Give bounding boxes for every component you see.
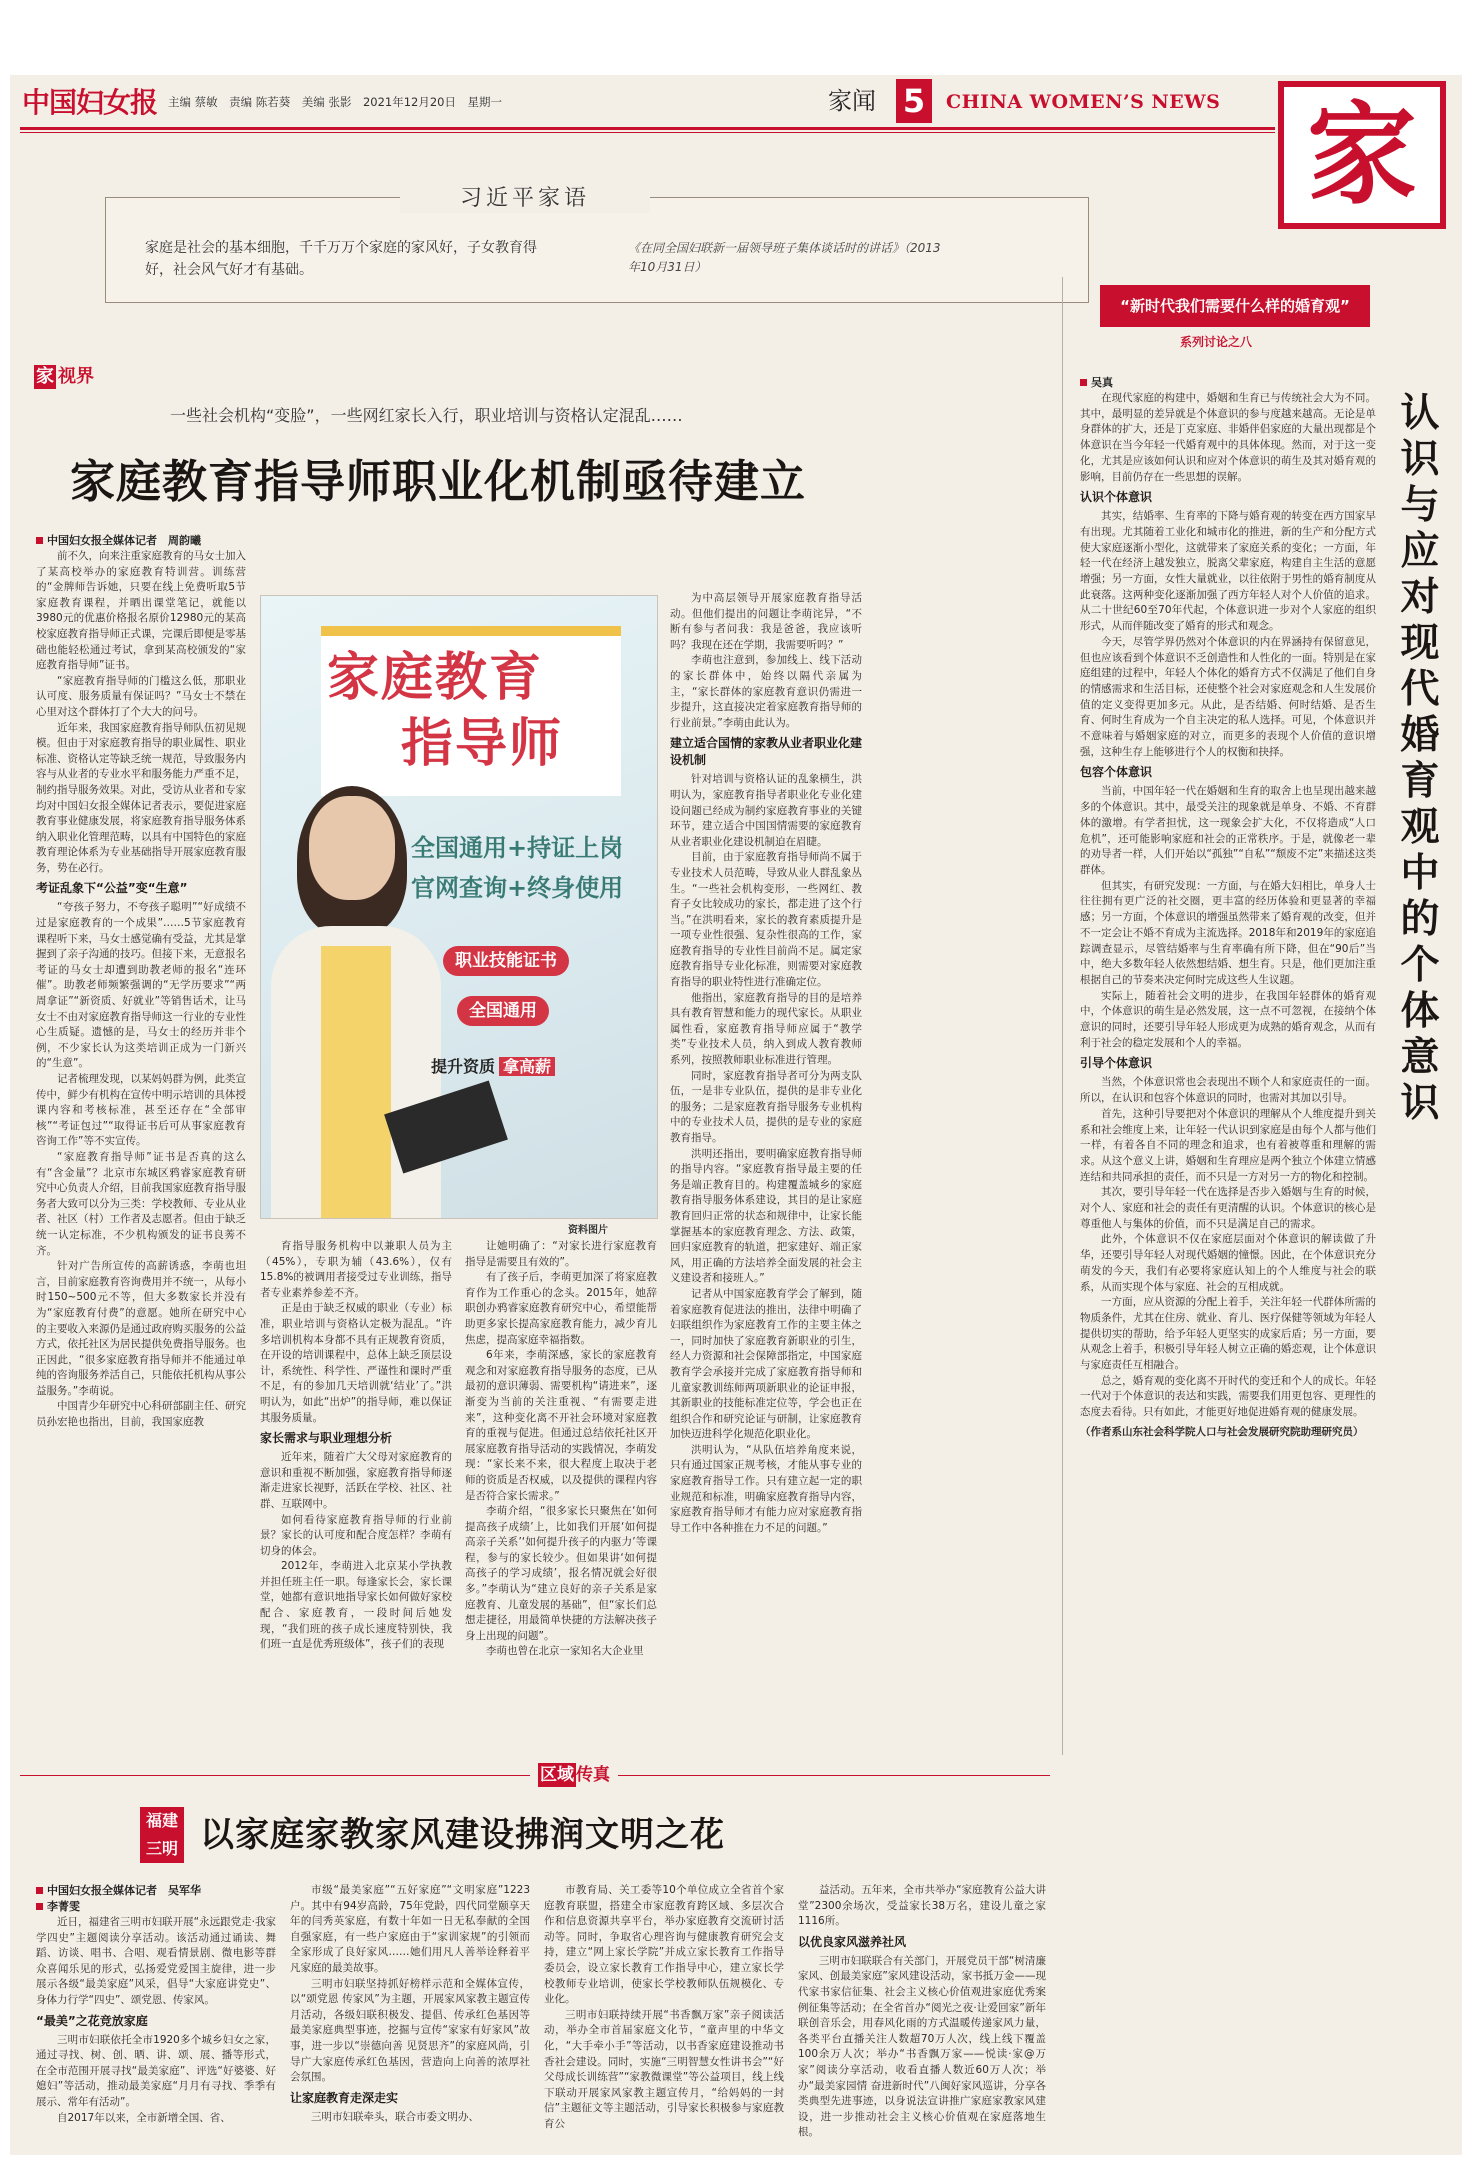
bottom-tag-char: 区域 xyxy=(540,1765,574,1785)
paragraph: 洪明还指出，要明确家庭教育指导师的指导内容。“家庭教育指导最主要的任务是端正教育目的。构建覆盖城乡的家庭教育指导服务体系建设，其目的是让家庭教育回归正常的状态和规律中，让家长能掌握基本的家庭教育理念、方法、政策，回归家庭教育的轨道，把家建好、端正家风，用正确的方法培养全面发展的社会主义建设者和接班人。” xyxy=(670,1147,862,1285)
photo-line-1: 全国通用+持证上岗 xyxy=(411,834,624,862)
bottom-column-4 xyxy=(798,1883,1046,2149)
section-emblem-char: 家 xyxy=(1307,90,1417,219)
main-kicker: 一些社会机构“变脸”，一些网红家长入行，职业培训与资格认定混乱…… xyxy=(170,406,683,425)
paragraph: 洪明认为，“从队伍培养角度来说，只有通过国家正规考核，才能从事专业的家庭教育指导工作。只有建立起一定的职业规范和标准，明确家庭教育指导内容，家庭教育指导师才有能力应对家庭教育指导工作中各种推在力不足的问题。” xyxy=(670,1443,862,1534)
photo-title-2: 指导师 xyxy=(401,713,564,774)
paragraph: 但其实，有研究发现：一方面，与在婚大妇相比，单身人士往往拥有更广泛的社交圈，更丰富的经历体验和更显著的幸福感；另一方面，个体意识的增强虽然带来了婚育观的改变，但并不一定会让不婚不育成为主流选择。2018年和2019年的家庭追踪调查显示，尽管结婚率与生育率确有所下降，但在“90后”当中，绝大多数年轻人依然想结婚、想生育。只是，他们更加注重根据自己的节奏来决定何时完成这些人生议题。 xyxy=(1080,879,1376,986)
section-emblem xyxy=(1278,81,1446,229)
paragraph: 三明市妇联联合有关部门，开展党员干部“树清廉家风、创最美家庭”家风建设活动，家书抵万金——现代家书家信征集、社会主义核心价值观进家庭优秀案例征集等活动；在全省首办“阅光之夜·让爱回家”新年联创音乐会，用春风化雨的方式温暖传递家风力量，各类平台直播关注人数超70万人次，线上线下覆盖100余万人次；举办“书香飘万家——悦读·家@万家”阅读分享活动，收看直播人数近60万人次；举办“最美家园情 奋进新时代”八闽好家风巡讲，分享各类典型先进事迹，以身说法宣讲推广家庭家教家风建设，进一步推动社会主义核心价值观在家庭落地生根。 xyxy=(798,1954,1046,2139)
subheading: 建立适合国情的家教从业者职业化建设机制 xyxy=(670,736,862,768)
paragraph: 正是由于缺乏权威的职业（专业）标准，职业培训与资格认定极为混乱。“许多培训机构本身都不具有正规教育资质，在开设的培训课程中，总体上缺乏顶层设计，系统性、科学性、严谨性和课时严重不足，有的参加几天培训就‘结业’了。”洪明认为，如此“出炉”的指导师，难以保证其服务质量。 xyxy=(260,1302,452,1424)
main-byline: 中国妇女报全媒体记者 周韵曦 xyxy=(36,533,246,549)
paragraph: 当前，中国年轻一代在婚姻和生育的取舍上也呈现出越来越多的个体意识。其中，最受关注的现象就是单身、不婚、不育群体的激增。有学者担忧，这一现象会扩大化，不仅将造成“人口危机”，还可能影响家庭和社会的正常秩序。于是，就像老一辈的劝导者一样，人们开始以“孤独”“自私”“颓废不定”来描述这类群体。 xyxy=(1080,785,1376,876)
paragraph: 中国青少年研究中心科研部副主任、研究员孙宏艳也指出，目前，我国家庭教 xyxy=(36,1400,246,1429)
paragraph: 总之，婚育观的变化离不开时代的变迁和个人的成长。年轻一代对于个体意识的表达和实践，需要我们用更包容、更理性的态度去看待。只有如此，才能更好地促进婚育观的健康发展。 xyxy=(1080,1374,1376,1419)
paragraph: 同时，家庭教育指导者可分为两支队伍，一是非专业队伍，提供的是非专业化的服务；二是家庭教育指导服务专业机构中的专业技术人员，提供的是专业的家庭教育指导。 xyxy=(670,1069,862,1144)
paragraph: 李萌也注意到，参加线上、线下活动的家长群体中，始终以隔代亲属为主，“家长群体的家庭教育意识仍需进一步提升，这直接决定着家庭教育指导师的行业前景。”李萌由此认为。 xyxy=(670,654,862,729)
bottom-column-3 xyxy=(544,1883,784,2149)
main-column-1 xyxy=(36,533,246,1733)
section-name: 家闻 xyxy=(828,87,876,115)
bottom-column-2 xyxy=(290,1883,530,2149)
column-tag-char: 家 xyxy=(36,366,54,387)
subheading: 引导个体意识 xyxy=(1080,1056,1153,1071)
subheading: 让家庭教育走深走实 xyxy=(290,2090,399,2105)
english-masthead: CHINA WOMEN’S NEWS xyxy=(946,91,1221,113)
main-column-3 xyxy=(465,1239,657,1739)
paragraph: 近年来，随着广大父母对家庭教育的意识和重视不断加强，家庭教育指导师逐渐走进家长视野，活跃在学校、社区、社群、互联网中。 xyxy=(260,1451,452,1510)
photo-credit: 资料图片 xyxy=(568,1225,608,1236)
paragraph: 他指出，家庭教育指导的目的是培养具有教育智慧和能力的现代家长。从职业属性看，家庭教育指导师应属于“教学类”专业技术人员，纳入到成人教育教师系列，按照教师职业标准进行管理。 xyxy=(670,991,862,1067)
bottom-column-tag xyxy=(530,1763,618,1787)
photo-pill-2: 全国通用 xyxy=(457,996,549,1026)
paragraph: 三明市妇联持续开展“书香飘万家”亲子阅读活动，举办全市首届家庭文化节，“童声里的中华文化，“大手牵小手”等活动，以书香家庭建设推动书香社会建设。同时，实施“三明智慧女性讲书会”“好父母成长训练营”“家教微课堂”等公益项目，线上线下联动开展家风家教主题宣传月，“给妈妈的一封信”主题征文等主题活动，引导家长积极参与家庭教育公 xyxy=(544,2008,784,2130)
series-byline: 吴真 xyxy=(1080,375,1376,391)
photo-title-1: 家庭教育 xyxy=(327,647,544,708)
photo-footer: 提升资质 拿高薪 xyxy=(431,1054,555,1077)
bottom-headline: 以家庭家教家风建设拂润文明之花 xyxy=(200,1815,725,1855)
paragraph: 市级“最美家庭”“五好家庭”“文明家庭”1223户。其中有94岁高龄，75年党龄，四代同堂颐享天年的闫秀英家庭，有数十年如一日无私奉献的全国自强家庭，有一些户家庭由于“家训家规”的引领而全家形成了良好家风……她们用凡人善举诠释着平凡家庭的最美故事。 xyxy=(290,1884,530,1974)
main-column-4 xyxy=(670,591,862,1741)
paragraph: “家庭教育指导师的门槛这么低，那职业认可度、服务质量有保证吗？”马女士不禁在心里对这个群体打了个大大的问号。 xyxy=(36,674,246,718)
paragraph: 针对广告所宣传的高薪诱惑，李萌也坦言，目前家庭教育咨询费用并不统一，从每小时150~500元不等，但大多数家长并没有为“家庭教育付费”的意愿。她所在研究中心的主要收入来源仍是通过政府购买服务的公益方式，依托社区为居民提供免费指导服务。也正因此，“很多家庭教育指导师并不能通过单纯的咨询服务养活自己，只能依托机构从事公益服务。”李萌说。 xyxy=(36,1260,246,1397)
paragraph: 李萌介绍，“很多家长只聚焦在‘如何提高孩子成绩’上，比如我们开展‘如何提高亲子关系’‘如何提升孩子的内驱力’等课程，参与的家长较少。但如果讲‘如何提高孩子的学习成绩’，报名情况就会好很多。”李萌认为“建立良好的亲子关系是家庭教育、儿童发展的基础”，但“家长们总想走捷径，用最简单快捷的方法解决孩子身上出现的问题”。 xyxy=(465,1505,657,1642)
series-subtitle: 系列讨论之八 xyxy=(1180,335,1253,349)
header-rule xyxy=(20,127,1275,130)
quote-text: 家庭是社会的基本细胞，千千万万个家庭的家风好，子女教育得好，社会风气好才有基础。 xyxy=(145,240,537,278)
paragraph: 在现代家庭的构建中，婚姻和生育已与传统社会大为不同。其中，最明显的差异就是个体意识的参与度越来越高。无论是单身群体的扩大，还是丁克家庭、非婚伴侣家庭的大量出现都是个体意识在当今年轻一代婚育观中的具体体现。然而，对于这一变化，尤其是应该如何认识和应对个体意识的萌生及其对婚育观的影响，目前仍存在一些思想的误解。 xyxy=(1080,392,1376,483)
paragraph: 自2017年以来，全市新增全国、省、 xyxy=(57,2111,231,2124)
paragraph: 记者从中国家庭教育学会了解到，随着家庭教育促进法的推出，法律中明确了妇联组织作为家庭教育工作的主要主体之一，同时加快了家庭教育新职业的引生，经人力资源和社会保障部指定，中国家庭教育学会承接并完成了家庭教育指导师和儿童家教训练师两项新职业的论证申报，其新职业的技能标准定位等，学会也正在组织合作和研究论证与研制，让家庭教育加快迈进科学化规范化职业化。 xyxy=(670,1287,862,1441)
paragraph: 有了孩子后，李萌更加深了将家庭教育作为工作重心的念头。2015年，她辞职创办鸦睿家庭教育研究中心，希望能帮助更多家长提高家庭教育能力，减少育儿焦虑，提高家庭幸福指数。 xyxy=(465,1271,657,1346)
header-rule-thin xyxy=(20,132,1275,133)
subheading: 家长需求与职业理想分析 xyxy=(260,1431,393,1446)
photo-line-2: 官网查询+终身使用 xyxy=(411,874,624,902)
subheading: 以优良家风滋养社风 xyxy=(798,1934,907,1949)
paragraph: 前不久，向来注重家庭教育的马女士加入了某高校举办的家庭教育特训营。训练营的“金牌师告诉她，只要在线上免费听取5节家庭教育课程，并晒出课堂笔记，就能以3980元的优惠价格报名原价12980元的某高校家庭教育指导师正式课，完课后即便是零基础也能轻松通过考试，拿到某高校颁发的“家庭教育指导师”证书。 xyxy=(36,550,246,672)
photo-pill-1: 职业技能证书 xyxy=(443,946,569,976)
paragraph: 其实，结婚率、生育率的下降与婚育观的转变在西方国家早有出现。尤其随着工业化和城市化的推进，新的生产和分配方式使大家庭逐渐小型化，这就带来了家庭关系的变化；一方面，年轻一代在经济上越发独立，脱离父辈家庭，构建自主生活的意愿增强；另一方面，女性大量就业，以往依附于男性的婚育制度从此衰落。这两种变化逐渐加强了西方年轻人对个人价值的追求。从二十世纪60至70年代起，个体意识进一步对个人家庭的组织形式，从而伴随改变了婚育的形式和观念。 xyxy=(1080,510,1376,633)
series-body xyxy=(1080,375,1376,2145)
paragraph: 近日，福建省三明市妇联开展“永远跟党走·我家学四史”主题阅读分享活动。该活动通过诵读、舞蹈、访谈、唱书、合唱、观看情景剧、微电影等群众喜闻乐见的形式，弘扬爱党爱国主旋律，进一步展示各级“最美家庭”风采，倡导“大家庭讲党史”、身体力行学“四史”、颂党恩、传家风。 xyxy=(36,1916,276,2006)
paragraph: 当然，个体意识常也会表现出不顾个人和家庭责任的一面。所以，在认识和包容个体意识的同时，也需对其加以引导。 xyxy=(1080,1076,1376,1105)
subheading: 认识个体意识 xyxy=(1080,490,1153,505)
paragraph: 三明市妇联依托全市1920多个城乡妇女之家，通过寻找、树、创、晒、讲、颂、展、播等形式，在全市范围开展寻找“最美家庭”、评选“好婆婆、好媳妇”等活动，推动最美家庭“月月有寻找、季季有展示、常年有活动”。 xyxy=(36,2033,276,2108)
paragraph: 益活动。五年来，全市共举办“家庭教育公益大讲堂”2300余场次，受益家长38万名，建设儿童之家1116所。 xyxy=(798,1884,1046,1928)
paragraph: 市教育局、关工委等10个单位成立全省首个家庭教育联盟，搭建全市家庭教育跨区域、多层次合作和信息资源共享平台，举办家庭教育交流研讨活动等。同时，争取省心理咨询与健康教育研究会支持，建立“网上家长学院”并成立家长教育工作指导委员会，设立家长教育工作指导中心，建立家长学校教师专业培训，使家长学校教师队伍规模化、专业化。 xyxy=(544,1884,784,2006)
paragraph: 目前，由于家庭教育指导师尚不属于专业技术人员范畴，导致从业人群乱象丛生。“一些社会机构变形，一些网红、教育子女比较成功的家长，都走进了这个行当。”在洪明看来，家长的教育素质提升是一项专业性很强、复杂性很高的工作，家庭教育指导的专业性目前尚不足。属定家庭教育指导专业化标准，则需要对家庭教育指导的职业特性进行准确定位。 xyxy=(670,851,862,989)
paragraph: 此外，个体意识不仅在家庭层面对个体意识的解读做了升华，还要引导年轻人对现代婚姻的憧憬。因此，在个体意识充分萌发的今天，我们有必要将家庭认知上的个人维度与社会的联系，从而实现个体与家庭、社会的互相成就。 xyxy=(1080,1233,1376,1293)
place-badge: 福建 三明 xyxy=(140,1807,184,1863)
author-affiliation: （作者系山东社会科学院人口与社会发展研究院助理研究员） xyxy=(1080,1425,1364,1438)
main-headline: 家庭教育指导师职业化机制亟待建立 xyxy=(70,455,807,508)
paragraph: 让她明确了：“对家长进行家庭教育指导是需要且有效的”。 xyxy=(465,1240,657,1268)
quote-source: 《在同全国妇联新一届领导班子集体谈话时的讲话》（2013年10月31日） xyxy=(628,241,941,274)
bottom-tag-text: 传真 xyxy=(576,1765,610,1785)
main-column-2 xyxy=(260,1239,452,1739)
paragraph: “家庭教育指导师”证书是否真的这么有“含金量”？北京市东城区鸦睿家庭教育研究中心负责人介绍，目前我国家庭教育指导服务者大致可以分为三类：学校教师、专业从业者、社区（村）工作者及志愿者。但由于缺乏统一认定标准，不少机构颁发的证书良莠不齐。 xyxy=(36,1150,246,1257)
paragraph: 一方面，应从资源的分配上着手，关注年轻一代群体所需的物质条件，尤其在住房、就业、育儿、医疗保健等领域为年轻人提供切实的帮助，给予年轻人更坚实的成家后盾；另一方面，要从观念上着手，积极引导年轻人树立正确的婚恋观，让个体意识与家庭责任互相融合。 xyxy=(1080,1296,1376,1372)
subheading: 考证乱象下“公益”变“生意” xyxy=(36,881,188,896)
paragraph: 三明市妇联坚持抓好榜样示范和全媒体宣传，以“颂党恩 传家风”为主题，开展家风家教主题宣传月活动，各级妇联积极发、提倡、传承红色基因等最美家庭典型事迹，挖掘与宣传“家家有好家风”故事，进一步以“崇德向善 见贤思齐”的家庭风尚，引导广大家庭传承红色基因，营造向上向善的浓厚社会氛围。 xyxy=(290,1977,530,2084)
paragraph: 近年来，我国家庭教育指导师队伍初见规模。但由于对家庭教育指导的职业属性、职业标准、资格认定等缺乏统一规范，导致服务内容与从业者的专业水平和服务能力严重不足，制约指导服务效果。对此，受访从业者和专家均对中国妇女报全媒体记者表示，要促进家庭教育事业健康发展，将家庭教育指导服务体系纳入职业化管理范畴，以具有中国特色的家庭教育理论体系为专业基础指导开展家庭教育服务，势在必行。 xyxy=(36,721,246,874)
subheading: 包容个体意识 xyxy=(1080,765,1153,780)
series-banner: “新时代我们需要什么样的婚育观” xyxy=(1100,285,1370,327)
paragraph: 为中高层领导开展家庭教育指导活动。但他们提出的问题让李萌诧异，“不断有参与者问我：我是爸爸，我应该听吗？我现在还在学期，我需要听吗？” xyxy=(670,592,862,651)
paragraph: 三明市妇联牵头，联合市委文明办、 xyxy=(311,2110,479,2123)
paragraph: “夸孩子努力，不夸孩子聪明”“好成绩不过是家庭教育的一个成果”……5节家庭教育课程听下来，马女士感觉确有受益，尤其是掌握到了亲子沟通的技巧。但接下来，无意报名考证的马女士却遭到助教老师的报名“连环催”。助教老师频繁强调的“无学历要求”“两周拿证”“新资质、好就业”等销售话术，让马女士不由对家庭教育指导师这一行业的专业性心生质疑。遗憾的是，马女士的经历并非个例，不少家长认为这类培训正成为一门新兴的“生意”。 xyxy=(36,901,246,1070)
column-tag xyxy=(34,365,94,389)
feature-photo xyxy=(260,595,658,1219)
quote-title: 习近平家语 xyxy=(400,185,650,213)
page-number: 5 xyxy=(896,79,932,123)
bottom-byline-2: 李菁雯 xyxy=(36,1899,276,1915)
paragraph: 李萌也曾在北京一家知名大企业里 xyxy=(486,1645,644,1658)
column-tag-text: 视界 xyxy=(58,366,94,387)
photo-person xyxy=(271,796,441,1219)
paragraph: 育指导服务机构中以兼职人员为主（45%），专职为辅（43.6%），仅有15.8%的被调用者接受过专业训练，指导者专业素养参差不齐。 xyxy=(260,1240,452,1299)
column-divider xyxy=(1062,277,1063,1755)
paragraph: 6年来，李萌深感，家长的家庭教育观念和对家庭教育指导服务的态度，已从最初的意识薄弱、需要机构“请进来”，逐渐变为当前的关注重视、“有需要走进来”，这种变化离不开社会环境对家庭教育的重视与促进。但通过总结依托社区开展家庭教育指导活动的实践情况，李萌发现：“家长来不来，很大程度上取决于老师的资质是否权威，以及提供的课程内容是否符合家长需求。” xyxy=(465,1349,657,1502)
bottom-byline: 中国妇女报全媒体记者 吴军华 xyxy=(36,1883,276,1899)
subheading: “最美”之花竞放家庭 xyxy=(36,2013,148,2028)
paragraph: 2012年，李萌进入北京某小学执教并担任班主任一职。每逢家长会，家长课堂，她都有意识地指导家长如何做好家校配合、家庭教育，一段时间后她发现，“我们班的孩子成长速度特别快，我们班一直是优秀班级体”，孩子们的表现 xyxy=(260,1560,452,1651)
bottom-column-1 xyxy=(36,1883,276,2149)
paragraph: 首先，这种引导要把对个体意识的理解从个人维度提升到关系和社会维度上来，让年轻一代认识到家庭是由每个人都与他们一样，有着各自不同的理念和追求，也有着被尊重和理解的需求。从这个意义上讲，婚姻和生育理应是两个独立个体建立情感连结和共同承担的责任，而不只是一方对另一方的物化和控制。 xyxy=(1080,1107,1376,1183)
paragraph: 实际上，随着社会文明的进步，在我国年轻群体的婚育观中，个体意识的萌生是必然发展，这一点不可忽视，在接纳个体意识的同时，还要引导年轻人形成更为成熟的婚育观念，从而有利于社会的稳定发展和个人的幸福。 xyxy=(1080,989,1376,1049)
masthead-logo: 中国妇女报 xyxy=(22,86,158,119)
newspaper-page xyxy=(10,75,1462,2155)
paragraph: 其次，要引导年轻一代在选择是否步入婚姻与生育的时候，对个人、家庭和社会的责任有更清醒的认识。个体意识的核心是尊重他人与集体的价值，而不只是满足自己的需求。 xyxy=(1080,1186,1376,1230)
paragraph: 今天，尽管学界仍然对个体意识的内在界涵持有保留意见，但也应该看到个体意识不乏创造性和人性化的一面。特别是在家庭组建的过程中，年轻人个体化的婚育方式不仅满足了他们自身的情感需求和生活目标，还使整个社会对家庭观念和人生发展价值的定义变得更加多元。从此，是否结婚、何时结婚、是否生育、何时生育成为一个自主决定的私人选择。可见，个体意识并不意味着与婚姻家庭的对立，而更多的表现个人价值的意识增强，这种生存上能够进行个人的权衡和抉择。 xyxy=(1080,635,1376,758)
page-credits: 主编 蔡敏 责编 陈若葵 美编 张影 2021年12月20日 星期一 xyxy=(168,95,502,109)
paragraph: 如何看待家庭教育指导师的行业前景？家长的认可度和配合度怎样？李萌有切身的体会。 xyxy=(260,1513,452,1557)
series-headline: 认识与应对现代婚育观中的个体意识 xyxy=(1400,390,1440,1126)
paragraph: 针对培训与资格认证的乱象横生，洪明认为，家庭教育指导者职业化专业化建设问题已经成为制约家庭教育事业的关键环节，建立适合中国国情需要的家庭教育从业者职业化建设机制迫在眉睫。 xyxy=(670,773,862,848)
paragraph: 记者梳理发现，以某妈妈群为例，此类宣传中，鲜少有机构在宣传中明示培训的具体授课内容和考核标准，甚至还存在“全部审核”“考证包过”“取得证书后可从事家庭教育咨询工作”等不实宣传。 xyxy=(36,1073,246,1148)
